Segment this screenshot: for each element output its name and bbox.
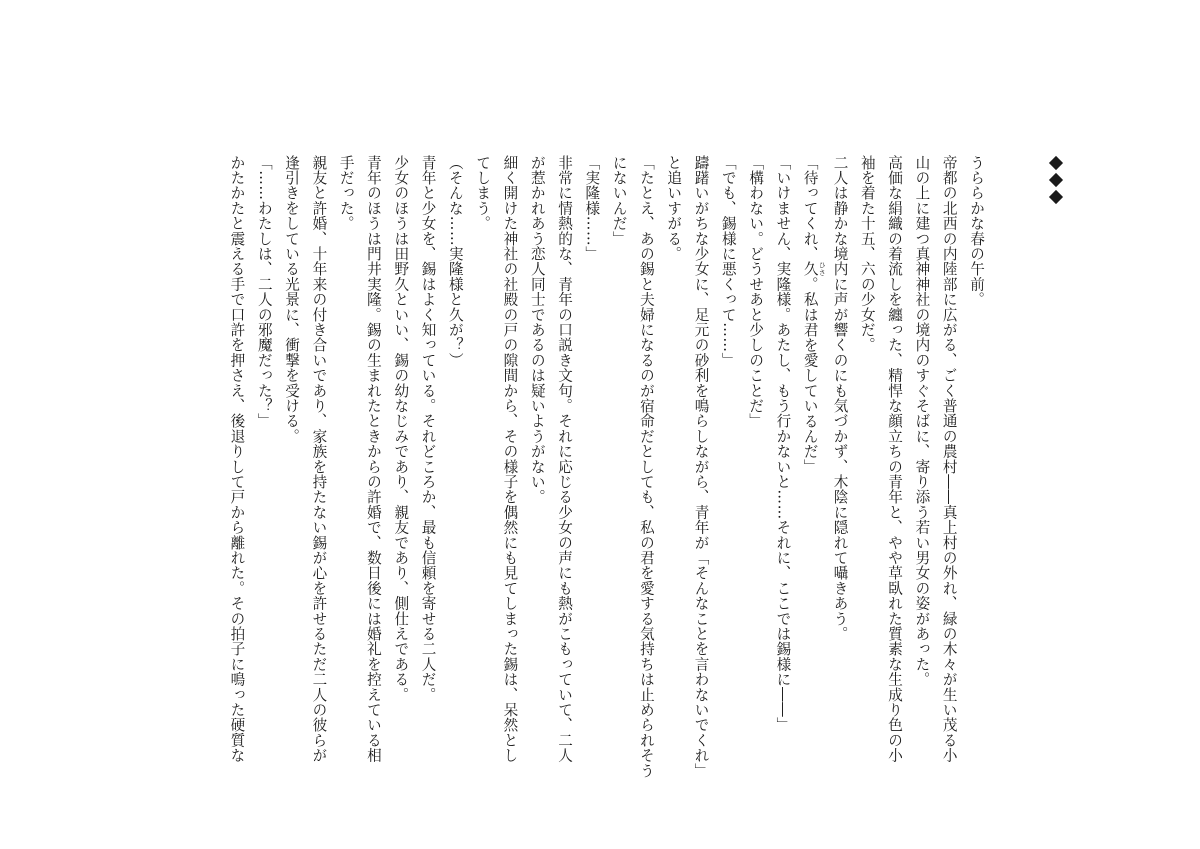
text-line: 二人は静かな境内に声が響くのにも気づかず、木陰に隠れて囁きあう。 xyxy=(831,155,849,642)
text-line-with-ruby: 「待ってくれ、久 ひさ。私は君を愛しているんだ」 xyxy=(801,155,827,475)
text-line: 細く開けた神社の社殿の戸の隙間から、その様子を偶然にも見てしまった錫は、呆然とし xyxy=(501,155,519,763)
text-line: 高価な絹織の着流しを纏った、精悍な顔立ちの青年と、やや草臥れた質素な生成り色の小 xyxy=(886,155,904,763)
text-line: 山の上に建つ真神神社の境内のすぐそばに、寄り添う若い男女の姿があった。 xyxy=(913,155,931,687)
text-line: 少女のほうは田野久といい、錫の幼なじみであり、親友であり、側仕えである。 xyxy=(392,155,410,703)
text-line: にないんだ」 xyxy=(610,155,628,247)
text-line: 帝都の北西の内陸部に広がる、ごく普通の農村――真上村の外れ、緑の木々が生い茂る小 xyxy=(940,155,958,763)
text-line: 「……わたしは、二人の邪魔だった？」 xyxy=(255,155,273,429)
text-line: 手だった。 xyxy=(337,155,355,231)
text-line: てしまう。 xyxy=(474,155,492,231)
text-line: 袖を着た十五、六の少女だ。 xyxy=(858,155,876,353)
text-line: 「でも、錫様に悪くって……」 xyxy=(719,155,737,368)
text-line: 青年のほうは門井実隆。錫の生まれたときからの許婚で、数日後には婚礼を控えている相 xyxy=(364,155,382,763)
text-line: 「構わない。どうせあと少しのことだ」 xyxy=(747,155,765,429)
text-line: かたかたと震える手で口許を押さえ、後退りして戸から離れた。その拍子に鳴った硬質な xyxy=(228,155,246,763)
text-line: 非常に情熱的な、青年の口説き文句。それに応じる少女の声にも熱がこもっていて、二人 xyxy=(556,155,574,763)
text-line: （そんな……実隆様と久が？） xyxy=(446,155,464,368)
diamond-mark-icon xyxy=(1049,173,1063,187)
text-line: 「実隆様……」 xyxy=(583,155,601,262)
text-line: 「いけません、実隆様。あたし、もう行かないと……それに、ここでは錫様に――」 xyxy=(774,155,792,733)
diamond-mark-icon xyxy=(1049,156,1063,170)
text-line: 逢引きをしている光景に、衝撃を受ける。 xyxy=(283,155,301,444)
scene-break-marks xyxy=(1048,158,1064,209)
text-line: と追いすがる。 xyxy=(665,155,683,262)
text-line: うららかな春の午前。 xyxy=(968,155,985,307)
text-line: 親友と許婚、十年来の付き合いであり、家族を持たない錫が心を許せるただ二人の彼らが xyxy=(310,155,328,763)
text-line: が惹かれあう恋人同士であるのは疑いようがない。 xyxy=(528,155,546,505)
ruby-annotation: 久 ひさ xyxy=(801,261,827,277)
diamond-mark-icon xyxy=(1049,190,1063,204)
text-line: 躊躇いがちな少女に、足元の砂利を鳴らしながら、青年が「そんなことを言わないでくれ」 xyxy=(692,155,710,779)
ruby-reading: ひさ xyxy=(818,261,827,277)
vertical-text-body xyxy=(223,155,990,779)
text-line: 青年と少女を、錫はよく知っている。それどころか、最も信頼を寄せる二人だ。 xyxy=(419,155,437,703)
text-line: 「たとえ、あの錫と夫婦になるのが宿命だとしても、私の君を愛する気持ちは止められそう xyxy=(637,155,655,779)
